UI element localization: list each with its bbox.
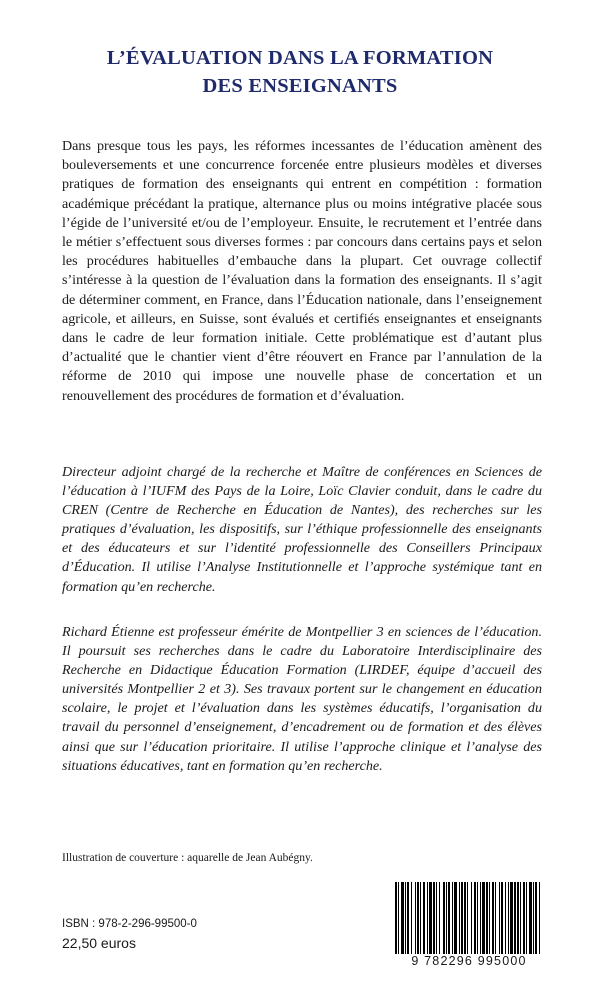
book-title xyxy=(40,44,560,100)
barcode-bar xyxy=(492,882,494,954)
barcode-bar xyxy=(523,882,525,954)
barcode-bar xyxy=(423,882,425,954)
barcode-bar xyxy=(486,882,488,954)
barcode-icon xyxy=(393,882,545,954)
barcode-bar xyxy=(529,882,532,954)
barcode-bar xyxy=(517,882,519,954)
barcode-bar xyxy=(443,882,445,954)
barcode-bar xyxy=(535,882,537,954)
barcode-bar xyxy=(467,882,468,954)
cover-illustration-credit: Illustration de couverture : aquarelle de Jean Aubégny. xyxy=(62,852,313,864)
barcode-bar xyxy=(533,882,534,954)
isbn-number: ISBN : 978-2-296-99500-0 xyxy=(62,918,197,930)
barcode-bar xyxy=(510,882,513,954)
barcode-bar xyxy=(401,882,404,954)
book-title-line-2: DES ENSEIGNANTS xyxy=(202,75,398,97)
barcode-bar xyxy=(526,882,527,954)
barcode-bar xyxy=(474,882,476,954)
barcode-bar xyxy=(436,882,437,954)
barcode-bar xyxy=(501,882,503,954)
barcode-bar xyxy=(429,882,432,954)
barcode-bar xyxy=(514,882,516,954)
barcode-bar xyxy=(407,882,409,954)
barcode-bar xyxy=(448,882,450,954)
barcode-bar xyxy=(415,882,416,954)
barcode-bar xyxy=(439,882,440,954)
barcode-bar xyxy=(398,882,399,954)
barcode-bar xyxy=(461,882,463,954)
barcode-bar xyxy=(405,882,406,954)
barcode-bar xyxy=(452,882,453,954)
barcode-bar xyxy=(433,882,435,954)
barcode-bar xyxy=(505,882,506,954)
barcode-bar xyxy=(477,882,478,954)
barcode-bar xyxy=(427,882,428,954)
book-summary: Dans presque tous les pays, les réformes incessantes de l’éducation amènent des bouleversements et une concurrence forcenée entre plusieurs modèles et diverses pratiques de formation des enseignants qui entrent en compétition : formation académique précédant la pratique, alternance plus ou moins intégrative placée sous l’égide de l’université et/ou de l’employeur. Ensuite, le recrutement et l’entrée dans le métier s’effectuent sous diverses formes : par concours dans certains pays et selon les procédures habituelles d’embauche dans la plupart. Cet ouvrage collectif s’intéresse à la question de l’évaluation dans la formation des enseignants. Il s’agit de déterminer comment, en France, dans l’Éducation nationale, dans l’enseignement agricole, et ailleurs, en Suisse, sont évalués et certifiés enseignantes et enseignants dans le cadre de leur formation initiale. Cette problématique est d’autant plus d’actualité que le chantier vient d’être réouvert en France par l’annulation de la réforme de 2010 qui impose une nouvelle phase de concertation et un renouvellement des procédures de formation et d’évaluation. xyxy=(62,138,542,404)
barcode-bar xyxy=(446,882,447,954)
barcode-bar xyxy=(395,882,397,954)
book-title-line-1: L’ÉVALUATION DANS LA FORMATION xyxy=(106,47,494,69)
barcode-bar xyxy=(417,882,419,954)
barcode-bar xyxy=(482,882,485,954)
barcode-bar xyxy=(464,882,466,954)
barcode-bar xyxy=(499,882,500,954)
author-bio-etienne: Richard Étienne est professeur émérite de Montpellier 3 en sciences de l’éducation. Il poursuit ses recherches dans le cadre du Laboratoire Interdisciplinaire des Recherche en Didactique Éducation Formation (LIRDEF, équipe d’accueil des universités Montpellier 2 et 3). Ses travaux portent sur le changement en éducation scolaire, le projet et l’évaluation dans les systèmes éducatifs, l’organisation du travail du personnel d’enseignement, d’encadrement ou de formation et des élèves ainsi que sur l’éducation prioritaire. Il utilise l’approche clinique et l’analyse des situations éducatives, tant en formation qu’en recherche. xyxy=(62,624,542,774)
barcode-bar xyxy=(411,882,412,954)
barcode-bar xyxy=(480,882,481,954)
barcode-bar xyxy=(508,882,509,954)
barcode-bar xyxy=(539,882,540,954)
barcode-bar xyxy=(520,882,521,954)
barcode-digits: 9 782296 995000 xyxy=(411,954,527,968)
barcode-bar xyxy=(459,882,460,954)
barcode-bar xyxy=(420,882,421,954)
barcode-bar xyxy=(489,882,490,954)
barcode-bar xyxy=(495,882,496,954)
barcode-bar xyxy=(471,882,472,954)
author-bio-clavier: Directeur adjoint chargé de la recherche et Maître de conférences en Sciences de l’éducation à l’IUFM des Pays de la Loire, Loïc Clavier conduit, dans le cadre du CREN (Centre de Recherche en Éducation de Nantes), des recherches sur les pratiques d’évaluation, les dispositifs, sur l’éthique professionnelle des enseignants et des éducateurs et sur l’identité professionnelle des Conseillers Principaux d’Éducation. Il utilise l’Analyse Institutionnelle et l’approche systémique tant en formation qu’en recherche. xyxy=(62,464,542,595)
book-price: 22,50 euros xyxy=(62,935,136,951)
barcode-bar xyxy=(454,882,457,954)
